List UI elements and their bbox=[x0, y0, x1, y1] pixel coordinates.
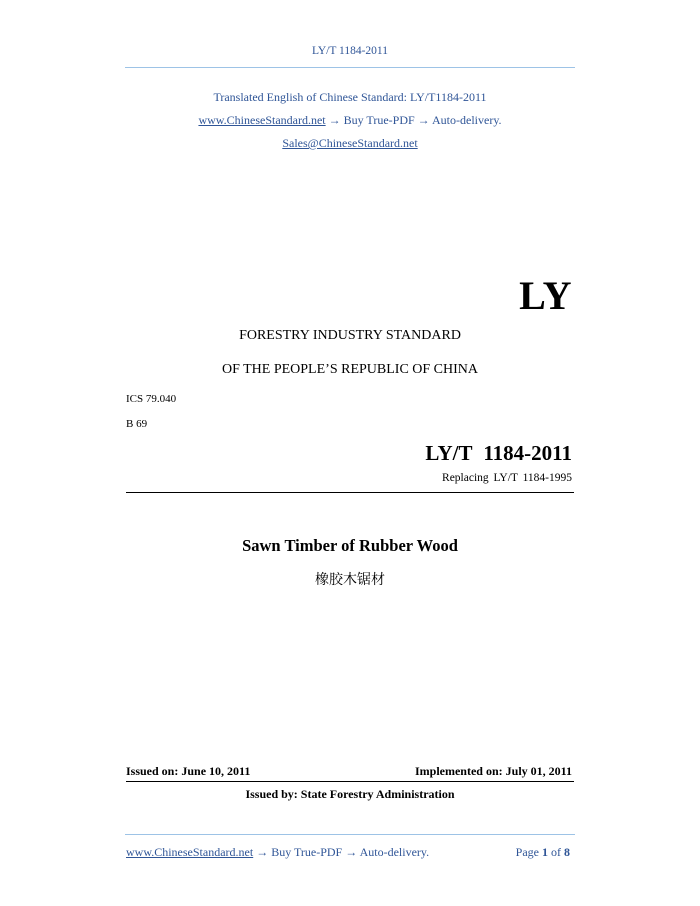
implemented-on-date: Implemented on: July 01, 2011 bbox=[414, 764, 572, 778]
footer-auto-delivery-text: Auto-delivery. bbox=[359, 845, 430, 859]
arrow-right-icon: → bbox=[345, 845, 358, 859]
header-standard-code: LY/T 1184-2011 bbox=[311, 45, 389, 57]
document-title-chinese: 橡胶木锯材 bbox=[315, 572, 385, 588]
standard-type-line-2: OF THE PEOPLE’S REPUBLIC OF CHINA bbox=[221, 362, 479, 377]
issue-dates-divider bbox=[126, 781, 574, 782]
issuing-authority: Issued by: State Forestry Administration bbox=[245, 787, 455, 801]
header-divider bbox=[125, 67, 575, 68]
translation-notice-title: Translated English of Chinese Standard: LY/T1184-2011 bbox=[213, 90, 487, 104]
issued-on-date: Issued on: June 10, 2011 bbox=[126, 764, 251, 778]
footer-links-line bbox=[126, 845, 429, 860]
auto-delivery-text: Auto-delivery. bbox=[432, 113, 502, 127]
chinesestandard-site-link[interactable]: www.ChineseStandard.net bbox=[198, 113, 326, 127]
category-code: LY bbox=[519, 273, 572, 318]
sales-email-link[interactable]: Sales@ChineseStandard.net bbox=[282, 136, 418, 150]
arrow-right-icon: → bbox=[417, 113, 430, 127]
footer-site-link[interactable]: www.ChineseStandard.net bbox=[126, 845, 254, 859]
standard-type-line-1: FORESTRY INDUSTRY STANDARD bbox=[239, 328, 461, 343]
ccs-code: B 69 bbox=[126, 418, 148, 430]
arrow-right-icon: → bbox=[328, 113, 341, 127]
page-of-word: of bbox=[551, 845, 561, 859]
ics-code: ICS 79.040 bbox=[126, 393, 177, 405]
arrow-right-icon: → bbox=[256, 845, 269, 859]
footer-divider bbox=[125, 834, 575, 835]
document-title-english: Sawn Timber of Rubber Wood bbox=[242, 536, 458, 555]
page-indicator bbox=[516, 845, 570, 860]
page-word: Page bbox=[515, 845, 539, 859]
replacing-standard: Replacing LY/T 1184-1995 bbox=[442, 472, 572, 484]
footer-buy-true-pdf-text: Buy True-PDF bbox=[271, 845, 343, 859]
buy-true-pdf-text: Buy True-PDF bbox=[343, 113, 415, 127]
sales-email-line bbox=[0, 136, 700, 151]
page-total-number: 8 bbox=[564, 845, 570, 859]
translation-links-line bbox=[0, 113, 700, 128]
standard-number-divider bbox=[126, 492, 574, 493]
standard-number: LY/T 1184-2011 bbox=[425, 441, 572, 465]
page-current-number: 1 bbox=[542, 845, 548, 859]
